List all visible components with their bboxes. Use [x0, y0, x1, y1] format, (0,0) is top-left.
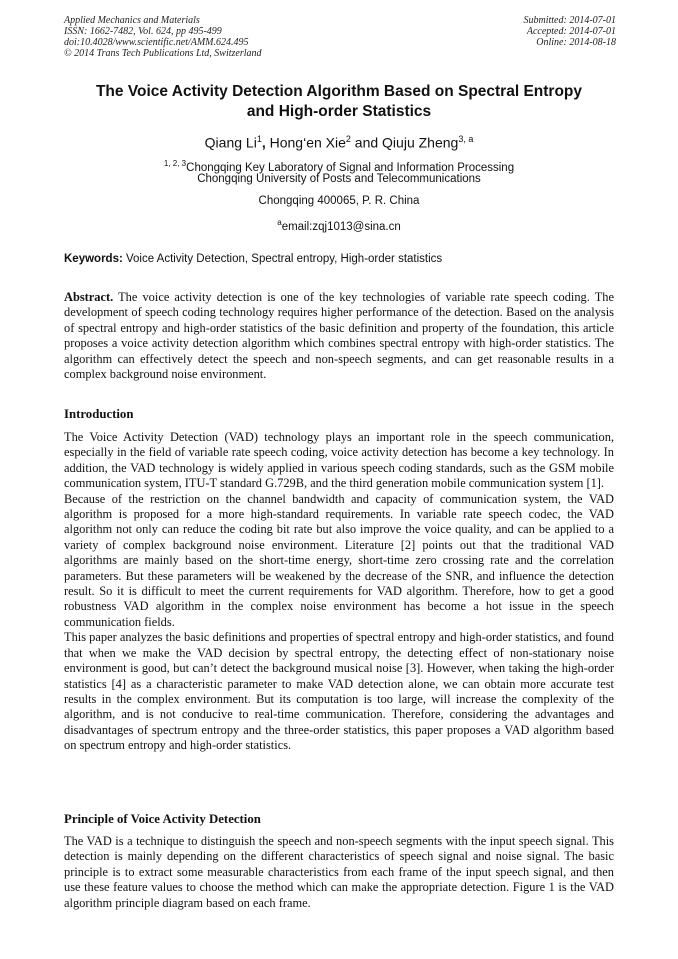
keywords-text: Voice Activity Detection, Spectral entropy, High-order statistics	[122, 253, 443, 265]
author-3-affil: 3, a	[458, 134, 474, 144]
email-sup: a	[277, 218, 282, 227]
abstract-label: Abstract.	[64, 290, 114, 304]
introduction-paragraph-3: This paper analyzes the basic definitions and properties of spectral entropy and high-order statistics, and found that when we make the VAD decision by spectral entropy, the detecting effect of non-stationary noise environment is good, but can’t detect the background musical noise [3]. However, when taking the high-order statistics [4] as a characteristic parameter to make VAD detection alone, we can obtain more accurate test results in the complex environment. But its computation is too large, will increase the complexity of the algorithm, and is not conducive to real-time communication. Therefore, considering the advantages and disadvantages of spectrum entropy and the three-order statistics, this paper proposes a VAD algorithm based on spectrum entropy and high-order statistics.	[64, 630, 614, 753]
introduction-paragraph-1: The Voice Activity Detection (VAD) technology plays an important role in the speech communication, especially in the field of variable rate speech coding, voice activity detection has become a key technology. In addition, the VAD technology is widely applied in various speech coding standards, such as the GSM mobile communication system, ITU-T standard G.729B, and the third generation mobile communication system [1].	[64, 430, 614, 491]
author-1: Qiang Li	[204, 134, 257, 151]
journal-copyright: © 2014 Trans Tech Publications Ltd, Switzerland	[64, 48, 262, 59]
affiliation-university: Chongqing University of Posts and Telecommunications	[197, 173, 481, 185]
journal-name: Applied Mechanics and Materials	[64, 15, 200, 26]
abstract-text: The voice activity detection is one of the key technologies of variable rate speech coding. The development of speech coding technology requires higher performance of the detection. Based on the analysis of spectral entropy and high-order statistics of the basic definition and property of the foundation, this article proposes a voice activity detection algorithm which combines spectral entropy with high-order statistics. The algorithm can effectively detect the speech and non-speech segments, and can get reasonable results in a complex background noise environment.	[64, 290, 614, 382]
author-email: email:zqj1013@sina.cn	[281, 220, 401, 233]
author-1-affil: 1	[256, 134, 262, 144]
author-list	[64, 130, 614, 152]
accepted-date: Accepted: 2014-07-01	[526, 26, 616, 37]
affiliation-email-line	[64, 215, 614, 235]
abstract	[64, 290, 614, 382]
keywords	[64, 252, 616, 267]
author-2: Hong‘en Xie	[269, 134, 346, 151]
keywords-label: Keywords:	[64, 253, 123, 265]
journal-header-right	[524, 15, 617, 48]
affiliation-sup: 1, 2, 3	[163, 159, 187, 168]
principle-paragraph-1: The VAD is a technique to distinguish the speech and non-speech segments with the input speech signal. This detection is mainly depending on the different characteristics of speech signal and noise signal. The basic principle is to extract some measurable characteristics from each frame of the input speech signal, and then use these feature values to choose the method which can make the appropriate detection. Figure 1 is the VAD algorithm principle diagram based on each frame.	[64, 834, 614, 910]
paper-title	[64, 82, 614, 122]
submitted-date: Submitted: 2014-07-01	[523, 15, 616, 26]
online-date: Online: 2014-08-18	[536, 37, 616, 48]
journal-issn: ISSN: 1662-7482, Vol. 624, pp 495-499	[64, 26, 222, 37]
introduction-heading: Introduction	[64, 407, 134, 421]
affiliation-lab: Chongqing Key Laboratory of Signal and Information Processing	[186, 161, 515, 174]
author-2-affil: 2	[345, 134, 351, 144]
journal-header-left	[64, 15, 262, 59]
introduction-body	[64, 430, 614, 754]
title-line-2: and High-order Statistics	[246, 103, 432, 120]
affiliation-address: Chongqing 400065, P. R. China	[258, 195, 420, 207]
author-separator-and: and	[350, 134, 383, 151]
journal-doi: doi:10.4028/www.scientific.net/AMM.624.495	[64, 37, 249, 48]
principle-body	[64, 834, 614, 911]
introduction-paragraph-2: Because of the restriction on the channel bandwidth and capacity of communication system, the VAD algorithm is proposed for a more high-standard requirements. In variable rate speech codec, the VAD algorithm not only can reduce the coding bit rate but also improve the voice quality, and can be applied to a variety of complex background noise environment. Literature [2] points out that the traditional VAD algorithms are mainly based on the short-time energy, short-time zero crossing rate and the correlation parameters. But these parameters will be weakened by the decrease of the SNR, and influence the detection result. So it is difficult to meet the current requirements for VAD algorithm. Therefore, how to get a good robustness VAD algorithm in the complex noise environment has become a hot issue in the speech communication fields.	[64, 491, 614, 629]
title-line-1: The Voice Activity Detection Algorithm Based on Spectral Entropy	[95, 83, 583, 100]
author-3: Qiuju Zheng	[382, 134, 459, 151]
author-separator: ,	[261, 134, 270, 151]
principle-heading: Principle of Voice Activity Detection	[64, 812, 261, 826]
